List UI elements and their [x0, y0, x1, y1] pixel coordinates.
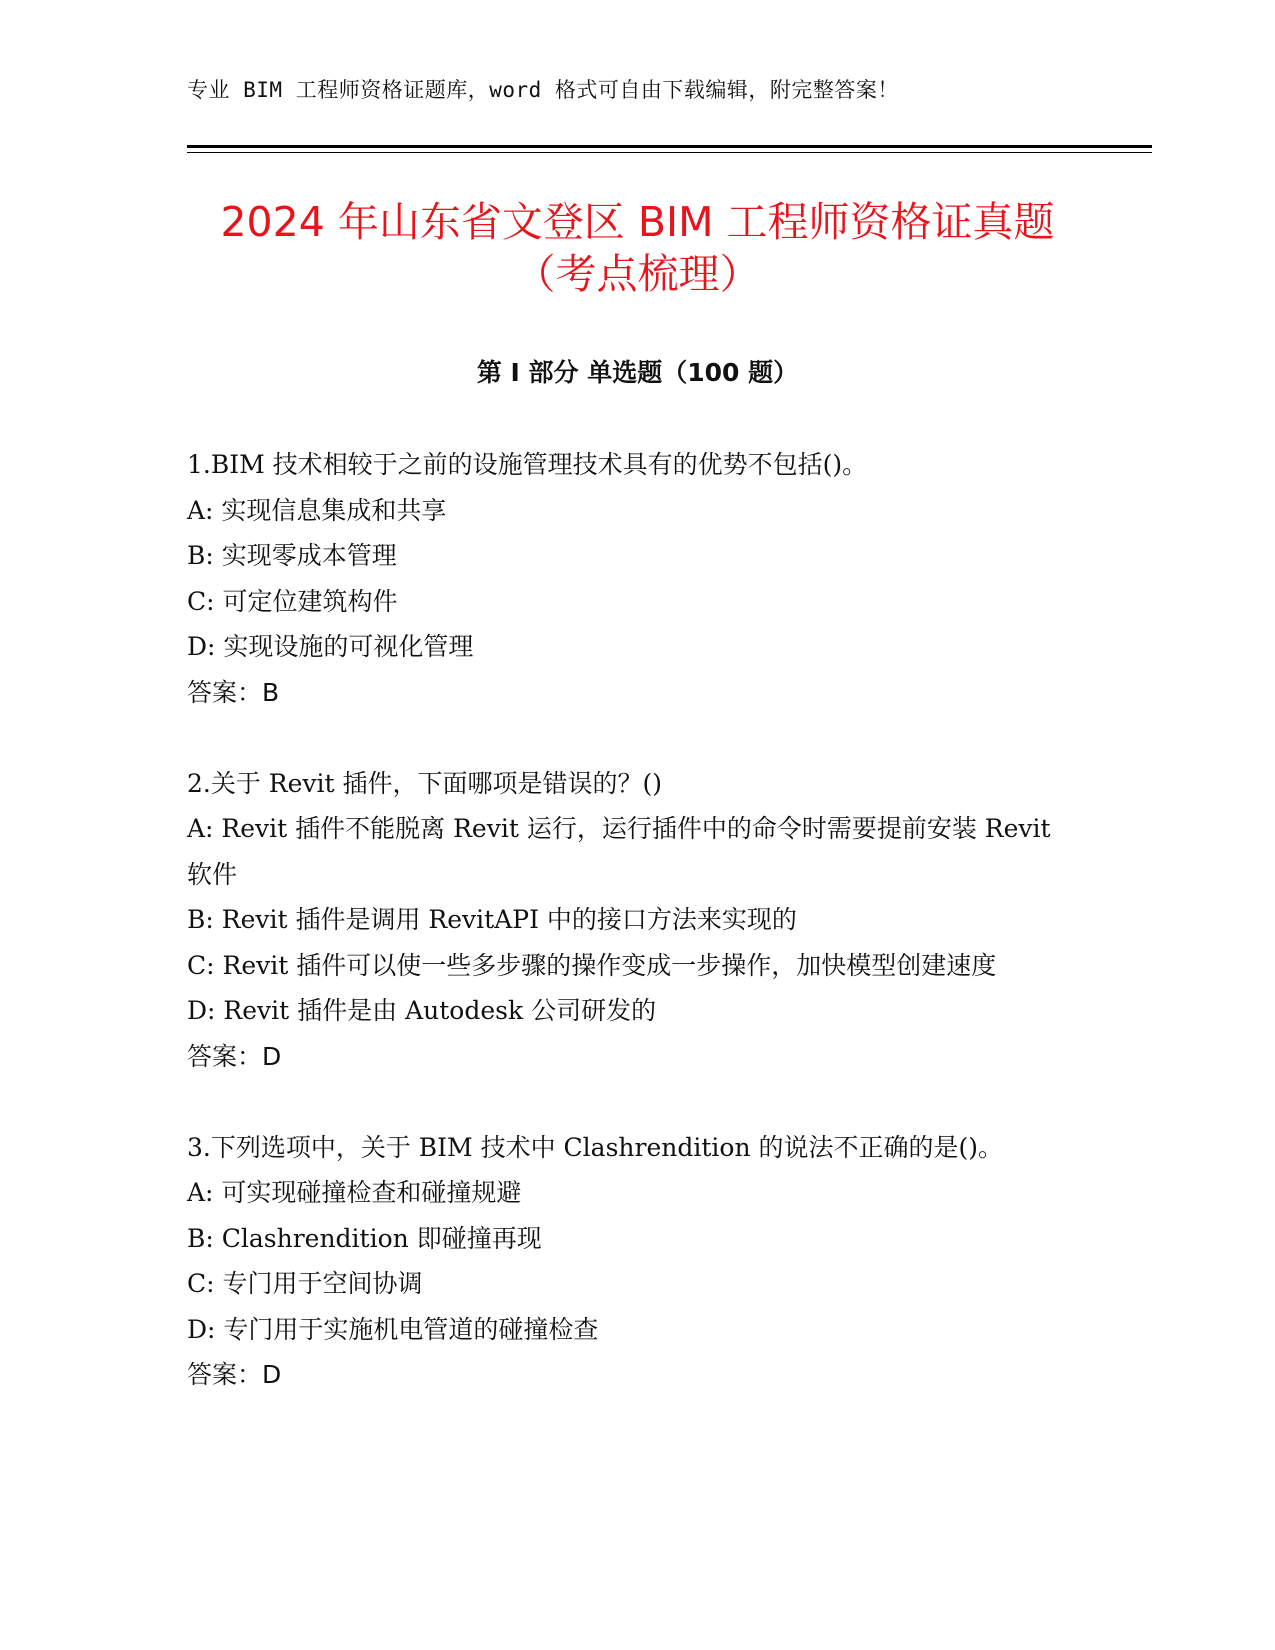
option-d: D: 实现设施的可视化管理 — [187, 632, 474, 661]
option-c: C: 专门用于空间协调 — [187, 1269, 423, 1298]
option-b: B: Clashrendition 即碰撞再现 — [187, 1223, 542, 1253]
option-c: C: Revit 插件可以使一些多步骤的操作变成一步操作，加快模型创建速度 — [187, 950, 997, 980]
option-b: B: Revit 插件是调用 RevitAPI 中的接口方法来实现的 — [187, 905, 797, 934]
section-title: 第 I 部分 单选题（100 题） — [476, 358, 799, 387]
option-a: A: Revit 插件不能脱离 Revit 运行，运行插件中的命令时需要提前安装 Revit 软件 — [187, 814, 1051, 889]
header-rule-thick — [187, 145, 1152, 148]
answer: 答案：D — [187, 1360, 282, 1389]
question-stem: 2.关于 Revit 插件，下面哪项是错误的？() — [187, 768, 663, 798]
question-3 — [187, 1125, 1067, 1398]
question-2 — [187, 761, 1067, 1080]
question-stem: 1.BIM 技术相较于之前的设施管理技术具有的优势不包括()。 — [187, 450, 868, 479]
document-title — [150, 196, 1125, 300]
option-a: A: 实现信息集成和共享 — [187, 495, 447, 525]
answer: 答案：B — [187, 677, 280, 707]
question-list — [187, 442, 1067, 1443]
option-a: A: 可实现碰撞检查和碰撞规避 — [187, 1178, 522, 1207]
title-line-1: 2024 年山东省文登区 BIM 工程师资格证真题 — [220, 198, 1055, 246]
question-1 — [187, 442, 1067, 715]
option-c: C: 可定位建筑构件 — [187, 586, 398, 616]
answer: 答案：D — [187, 1041, 282, 1071]
option-b: B: 实现零成本管理 — [187, 541, 397, 570]
option-d: D: Revit 插件是由 Autodesk 公司研发的 — [187, 996, 657, 1025]
question-stem: 3.下列选项中，关于 BIM 技术中 Clashrendition 的说法不正确的是()。 — [187, 1132, 1003, 1162]
header-note: 专业 BIM 工程师资格证题库，word 格式可自由下载编辑，附完整答案！ — [187, 78, 899, 102]
header-rule-thin — [187, 152, 1152, 153]
title-line-2: （考点梳理） — [514, 250, 761, 298]
option-d: D: 专门用于实施机电管道的碰撞检查 — [187, 1314, 599, 1344]
